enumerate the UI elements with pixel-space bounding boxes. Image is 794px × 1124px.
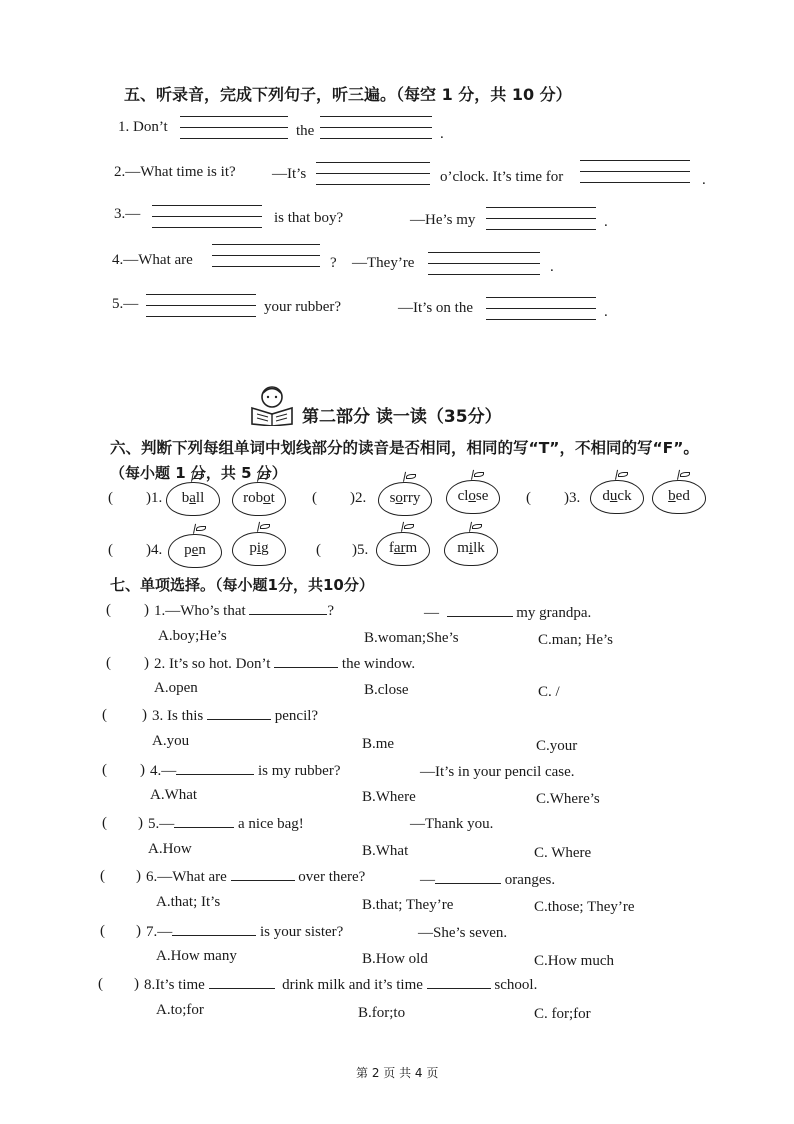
s7-q6-option-a[interactable]: A.that; It’s	[156, 894, 221, 910]
s7-q7-option-c[interactable]: C.How much	[534, 953, 614, 969]
s7-q6-option-c[interactable]: C.those; They’re	[534, 899, 635, 915]
s7-q5-paren-close: )	[138, 815, 143, 831]
reading-child-icon	[248, 384, 296, 426]
s7-q3-paren-close: )	[142, 707, 147, 723]
s7-q8-paren-open[interactable]: (	[98, 976, 103, 992]
s7-q3-option-b[interactable]: B.me	[362, 736, 395, 752]
s7-q3-text: 3. Is this pencil?	[152, 708, 319, 724]
section7-title: 七、单项选择。（每小题1分，共10分）	[110, 576, 374, 594]
s6-apple-4b: pig	[232, 528, 288, 566]
s7-q3-paren-open[interactable]: (	[102, 707, 107, 723]
s7-q7-paren-close: )	[136, 923, 141, 939]
q3-text-a: 3.—	[114, 206, 141, 222]
q1-text-c: .	[440, 126, 444, 142]
s6-item3-num: )3.	[564, 490, 581, 506]
s7-q2-option-c[interactable]: C. /	[538, 684, 560, 700]
s7-q5-answer: —Thank you.	[410, 816, 494, 832]
s6-item4-num: )4.	[146, 542, 163, 558]
s7-q2-text: 2. It’s so hot. Don’t the window.	[154, 656, 416, 672]
section6-subtitle: （每小题 1 分，共 5 分）	[110, 464, 287, 482]
q4-text-b: ?	[330, 255, 337, 271]
q4-text-a: 4.—What are	[112, 252, 193, 268]
s7-q3-option-c[interactable]: C.your	[536, 738, 578, 754]
s7-q5-option-c[interactable]: C. Where	[534, 845, 592, 861]
s7-q6-paren-close: )	[136, 868, 141, 884]
q1-text-b: the	[296, 123, 315, 139]
s7-q7-answer: —She’s seven.	[418, 925, 508, 941]
q1-text-a: 1. Don’t	[118, 119, 168, 135]
s7-q5-paren-open[interactable]: (	[102, 815, 107, 831]
s7-q2-option-a[interactable]: A.open	[154, 680, 198, 696]
s6-apple-5a: farm	[376, 528, 432, 566]
s7-q8-option-c[interactable]: C. for;for	[534, 1006, 591, 1022]
s7-q7-text: 7.— is your sister?	[146, 924, 344, 940]
section6-title: 六、判断下列每组单词中划线部分的读音是否相同，相同的写“T”，不相同的写“F”。	[110, 439, 699, 457]
s7-q1-option-b[interactable]: B.woman;She’s	[364, 630, 459, 646]
s6-item5-num: )5.	[352, 542, 369, 558]
s6-apple-1b: robot	[232, 478, 288, 516]
s6-item4-paren[interactable]: (	[108, 542, 113, 558]
s7-q1-text: 1.—Who’s that ?	[154, 603, 335, 619]
s7-q8-option-b[interactable]: B.for;to	[358, 1005, 406, 1021]
s7-q1-paren-open[interactable]: (	[106, 602, 111, 618]
s7-q4-paren-open[interactable]: (	[102, 762, 107, 778]
page-footer: 第 2 页 共 4 页	[356, 1066, 439, 1080]
s6-item3-paren[interactable]: (	[526, 490, 531, 506]
s7-q8-paren-close: )	[134, 976, 139, 992]
s7-q7-paren-open[interactable]: (	[100, 923, 105, 939]
s7-q5-text: 5.— a nice bag!	[148, 816, 304, 832]
q2-text-d: .	[702, 172, 706, 188]
s7-q6-answer: — oranges.	[420, 872, 556, 888]
s7-q3-option-a[interactable]: A.you	[152, 733, 190, 749]
q2-text-a: 2.—What time is it?	[114, 164, 236, 180]
s7-q7-option-a[interactable]: A.How many	[156, 948, 237, 964]
s6-apple-2b: close	[446, 476, 502, 514]
s7-q2-option-b[interactable]: B.close	[364, 682, 409, 698]
q2-text-b: —It’s	[272, 166, 307, 182]
s7-q4-option-c[interactable]: C.Where’s	[536, 791, 600, 807]
s7-q4-text: 4.— is my rubber?	[150, 763, 341, 779]
s7-q5-option-a[interactable]: A.How	[148, 841, 192, 857]
q3-text-d: .	[604, 214, 608, 230]
s7-q6-option-b[interactable]: B.that; They’re	[362, 897, 454, 913]
s7-q8-text: 8.It’s time drink milk and it’s time school.	[144, 977, 538, 993]
s7-q4-option-b[interactable]: B.Where	[362, 789, 416, 805]
s6-item5-paren[interactable]: (	[316, 542, 321, 558]
s6-apple-3a: duck	[590, 476, 646, 514]
q3-text-c: —He’s my	[410, 212, 476, 228]
s7-q1-answer: — my grandpa.	[424, 605, 592, 621]
q2-text-c: o’clock. It’s time for	[440, 169, 564, 185]
part2-title: 第二部分 读一读（35分）	[302, 407, 502, 427]
s6-apple-5b: milk	[444, 528, 500, 566]
s6-item1-paren[interactable]: (	[108, 490, 113, 506]
s7-q4-answer: —It’s in your pencil case.	[420, 764, 575, 780]
s7-q6-text: 6.—What are over there?	[146, 869, 366, 885]
s7-q8-option-a[interactable]: A.to;for	[156, 1002, 204, 1018]
s7-q4-paren-close: )	[140, 762, 145, 778]
s7-q4-option-a[interactable]: A.What	[150, 787, 198, 803]
s7-q1-paren-close: )	[144, 602, 149, 618]
s7-q1-option-c[interactable]: C.man; He’s	[538, 632, 613, 648]
q3-text-b: is that boy?	[274, 210, 344, 226]
s6-apple-3b: bed	[652, 476, 708, 514]
q5-text-a: 5.—	[112, 296, 139, 312]
s6-item2-num: )2.	[350, 490, 367, 506]
q5-text-c: —It’s on the	[398, 300, 473, 316]
section5-title: 五、听录音，完成下列句子，听三遍。（每空 1 分，共 10 分）	[124, 85, 572, 104]
s6-apple-1a: ball	[166, 478, 222, 516]
s7-q1-option-a[interactable]: A.boy;He’s	[158, 628, 227, 644]
s7-q7-option-b[interactable]: B.How old	[362, 951, 428, 967]
q5-text-b: your rubber?	[264, 299, 342, 315]
s6-apple-4a: pen	[168, 530, 224, 568]
q4-text-c: —They’re	[352, 255, 415, 271]
q5-text-d: .	[604, 304, 608, 320]
s7-q2-paren-close: )	[144, 655, 149, 671]
q4-text-d: .	[550, 259, 554, 275]
s6-item1-num: )1.	[146, 490, 163, 506]
s7-q5-option-b[interactable]: B.What	[362, 843, 409, 859]
s6-item2-paren[interactable]: (	[312, 490, 317, 506]
s7-q2-paren-open[interactable]: (	[106, 655, 111, 671]
s7-q6-paren-open[interactable]: (	[100, 868, 105, 884]
s6-apple-2a: sorry	[378, 478, 434, 516]
